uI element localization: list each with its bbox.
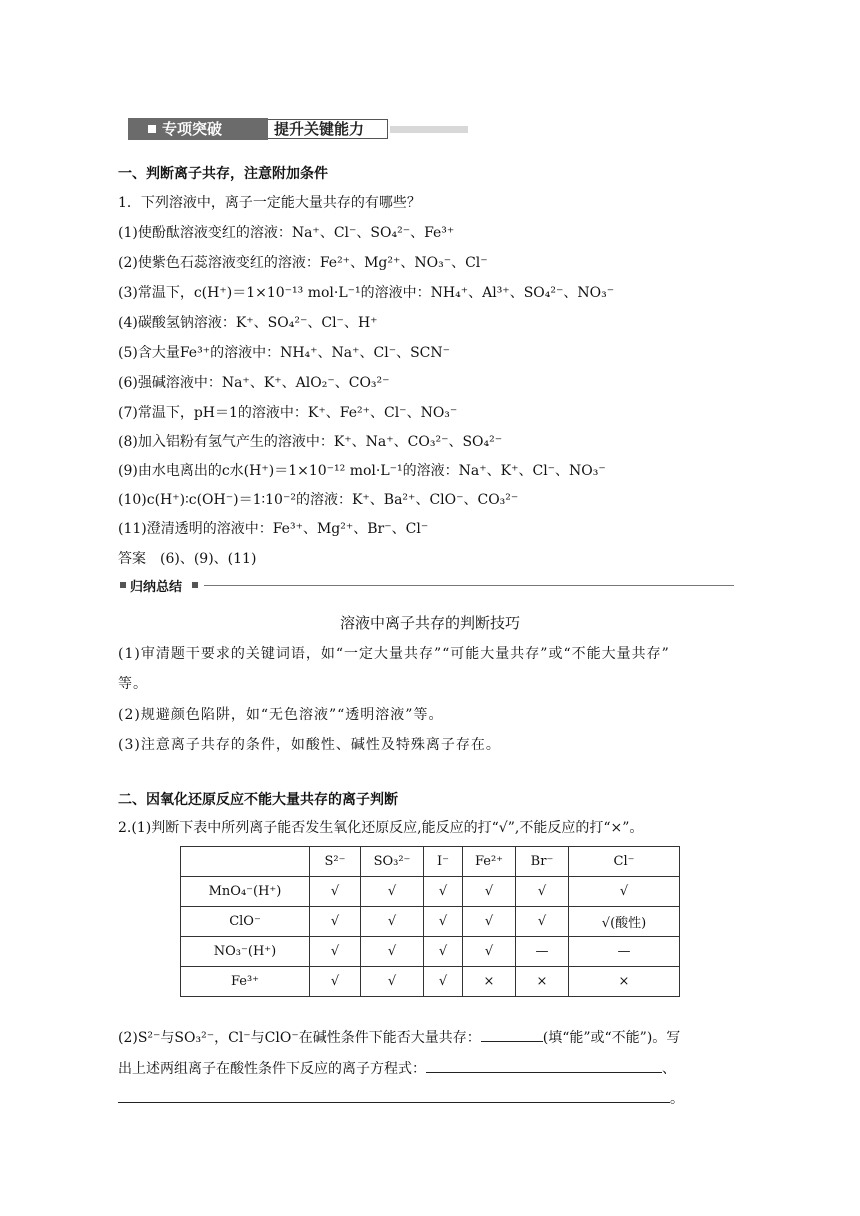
table-cell: √ [361,907,424,937]
table-cell: × [569,967,680,997]
section2-heading: 二、因氧化还原反应不能大量共存的离子判断 [118,792,398,808]
table-row [181,877,680,907]
section-banner [128,118,468,142]
section1-heading: 一、判断离子共存，注意附加条件 [118,166,328,182]
table-header-cell: S²⁻ [310,847,361,877]
table-header-cell: Cl⁻ [569,847,680,877]
banner-right: 提升关键能力 [268,119,388,139]
table-cell: √(酸性) [569,907,680,937]
table-cell: √ [516,907,569,937]
equation-blank[interactable] [118,1088,670,1103]
table-header-cell: Fe²⁺ [463,847,516,877]
item-8: (8)加入铝粉有氢气产生的溶液中：K⁺、Na⁺、CO₃²⁻、SO₄²⁻ [118,434,503,450]
banner-tail [390,126,468,133]
banner-left-label: 专项突破 [162,120,223,138]
table-cell: √ [310,907,361,937]
square-icon [192,582,198,588]
table-cell: √ [516,877,569,907]
table-cell: √ [424,877,463,907]
item-9: (9)由水电离出的c水(H⁺)＝1×10⁻¹² mol·L⁻¹的溶液：Na⁺、K⁺、Cl⁻、NO₃⁻ [118,463,606,479]
divider-rule [204,585,734,586]
item-1: (1)使酚酞溶液变红的溶液：Na⁺、Cl⁻、SO₄²⁻、Fe³⁺ [118,225,455,241]
question-2-2-line-1 [118,1027,680,1047]
item-5: (5)含大量Fe³⁺的溶液中：NH₄⁺、Na⁺、Cl⁻、SCN⁻ [118,345,451,361]
item-6: (6)强碱溶液中：Na⁺、K⁺、AlO₂⁻、CO₃²⁻ [118,375,390,391]
table-row [181,967,680,997]
table-cell: √ [310,967,361,997]
table-row-label: Fe³⁺ [181,967,310,997]
table-header-cell: SO₃²⁻ [361,847,424,877]
banner-left [128,118,268,140]
table-cell: √ [361,967,424,997]
table-row [181,907,680,937]
table-cell: — [569,937,680,967]
answer: 答案 (6)、(9)、(11) [118,551,257,567]
table-row [181,937,680,967]
table-cell: √ [463,877,516,907]
item-11: (11)澄清透明的溶液中：Fe³⁺、Mg²⁺、Br⁻、Cl⁻ [118,521,429,537]
table-header-cell: Br⁻ [516,847,569,877]
question-2-2-line-2 [118,1058,676,1078]
square-icon [120,582,126,588]
question-2-1: 2.(1)判断下表中所列离子能否发生氧化还原反应,能反应的打“√”,不能反应的打“×”。 [118,820,644,836]
question-2-2-hint: (填“能”或“不能”)。写 [542,1030,681,1046]
table-row-label: NO₃⁻(H⁺) [181,937,310,967]
table-header-cell [181,847,310,877]
table-cell: √ [361,937,424,967]
item-3: (3)常温下，c(H⁺)＝1×10⁻¹³ mol·L⁻¹的溶液中：NH₄⁺、Al³⁺、SO₄²⁻、NO₃⁻ [118,285,615,301]
table-cell: √ [424,907,463,937]
redox-table [180,846,680,997]
square-icon [148,125,156,133]
table-cell: √ [569,877,680,907]
table-row-label: ClO⁻ [181,907,310,937]
item-10: (10)c(H⁺)∶c(OH⁻)＝1∶10⁻²的溶液：K⁺、Ba²⁺、ClO⁻、CO₃²⁻ [118,492,519,508]
table-cell: √ [463,937,516,967]
summary-title: 溶液中离子共存的判断技巧 [339,614,520,632]
table-cell: √ [424,967,463,997]
item-7: (7)常温下，pH＝1的溶液中：K⁺、Fe²⁺、Cl⁻、NO₃⁻ [118,405,458,421]
table-row-label: MnO₄⁻(H⁺) [181,877,310,907]
separator: 、 [662,1061,676,1077]
summary-label: 归纳总结 [130,580,183,595]
summary-line-4: (3)注意离子共存的条件，如酸性、碱性及特殊离子存在。 [118,737,501,753]
table-header-cell: I⁻ [424,847,463,877]
period: 。 [670,1091,684,1107]
table-cell: √ [424,937,463,967]
table-cell: √ [361,877,424,907]
table-cell: × [516,967,569,997]
question-1: 1．下列溶液中，离子一定能大量共存的有哪些？ [118,195,421,211]
equation-blank[interactable] [426,1058,662,1073]
question-2-2-line-3 [118,1088,684,1108]
item-2: (2)使紫色石蕊溶液变红的溶液：Fe²⁺、Mg²⁺、NO₃⁻、Cl⁻ [118,255,488,271]
item-4: (4)碳酸氢钠溶液：K⁺、SO₄²⁻、Cl⁻、H⁺ [118,315,378,331]
table-cell: √ [310,877,361,907]
table-cell: √ [463,907,516,937]
summary-line-2: 等。 [118,676,148,692]
table-cell: √ [310,937,361,967]
question-2-2-text: 出上述两组离子在酸性条件下反应的离子方程式： [118,1061,426,1077]
summary-divider [118,578,734,595]
table-header-row [181,847,680,877]
answer-blank[interactable] [481,1027,543,1042]
table-cell: × [463,967,516,997]
table-cell: — [516,937,569,967]
question-2-2-text: (2)S²⁻与SO₃²⁻，Cl⁻与ClO⁻在碱性条件下能否大量共存： [118,1030,481,1046]
summary-line-1: (1)审清题干要求的关键词语，如“一定大量共存”“可能大量共存”或“不能大量共存” [118,646,670,662]
summary-line-3: (2)规避颜色陷阱，如“无色溶液”“透明溶液”等。 [118,707,444,723]
